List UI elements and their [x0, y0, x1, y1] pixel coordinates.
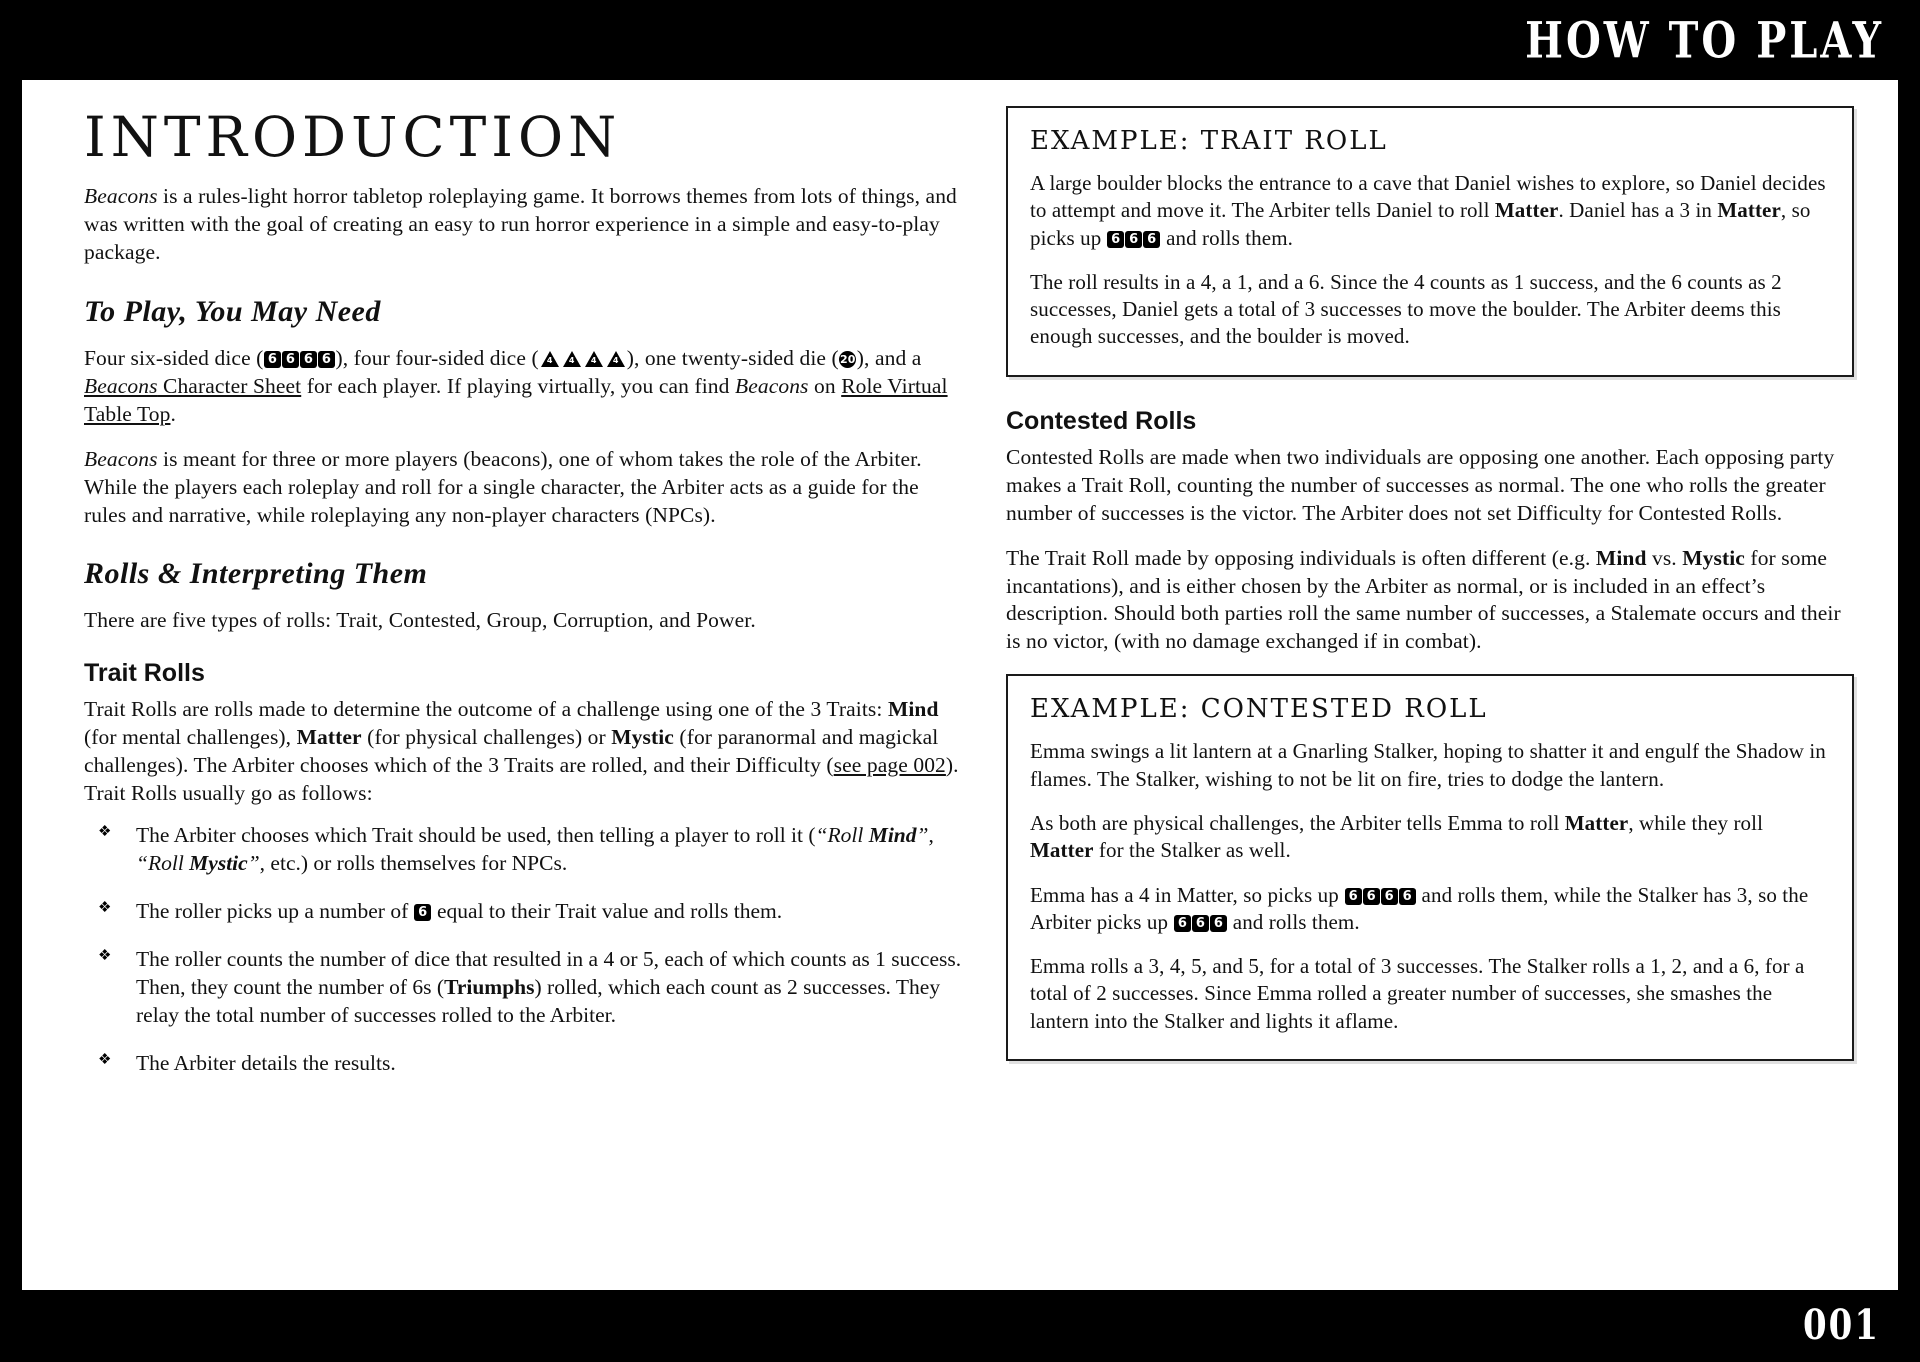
- d6-icon: 6: [300, 351, 317, 368]
- ex2-text-b: , while they roll: [1628, 810, 1764, 835]
- d6-icon: 6: [1399, 888, 1416, 905]
- example-trait-paragraph-1: [1030, 170, 1830, 252]
- example-contested-roll-box: [1006, 674, 1854, 1061]
- header-title: HOW TO PLAY: [1525, 10, 1884, 70]
- bullet2-b: equal to their Trait value and rolls them.: [431, 899, 783, 923]
- see-page-link[interactable]: see page 002: [833, 753, 946, 778]
- d6-icon: 6: [1210, 915, 1227, 932]
- contested-text-c: for some incantations), and is either chosen by the Arbiter as normal, or is included in an effect’s description. Should both parties roll the same number of successes, a Stalemate occurs and their is no victor, (with no damage exchanged if in combat).: [1006, 545, 1841, 654]
- page-number: 001: [1803, 1302, 1880, 1350]
- beacons-sheet-link[interactable]: Character Sheet: [157, 373, 302, 398]
- heading-trait-rolls: Trait Rolls: [84, 659, 205, 688]
- trait-text-d: (for paranormal and magickal challenges). The Arbiter chooses which of the 3 Traits are rolled, and their Difficulty (: [84, 725, 939, 778]
- example-contested-paragraph-4: Emma rolls a 3, 4, 5, and 5, for a total of 3 successes. The Stalker rolls a 1, 2, and a 6, for a total of 2 successes. Since Emma rolled a greater number of successes, she smashes the lantern into the Stalker and lights it aflame.: [1030, 954, 1805, 1033]
- trait-mystic-bold: Mystic: [611, 725, 674, 750]
- bullet1-q2-bold: Mystic: [189, 851, 248, 876]
- to-play-text-k: .: [170, 401, 176, 426]
- to-play-text-d: ), and a: [856, 345, 922, 370]
- intro-lead: Beacons: [84, 184, 158, 208]
- trait-text-a: Trait Rolls are rolls made to determine the outcome of a challenge using one of the 3 Traits:: [84, 697, 888, 722]
- d4-icon: [585, 351, 603, 367]
- page-footer: [0, 1290, 1920, 1362]
- bullet1-q1-close: ”: [916, 823, 929, 848]
- d4-icon: [541, 351, 559, 367]
- d6-icon: 6: [1125, 231, 1142, 248]
- contested-mind-bold: Mind: [1595, 545, 1647, 570]
- trait-text-c: (for physical challenges) or: [361, 725, 612, 750]
- right-column: [1006, 106, 1854, 1280]
- d6-icon: 6: [318, 351, 335, 368]
- example-contested-roll-title: EXAMPLE: CONTESTED ROLL: [1030, 694, 1488, 725]
- heading-to-play: To Play, You May Need: [84, 294, 381, 328]
- d6-icon: 6: [1107, 231, 1124, 248]
- ex2-matter-2: Matter: [1030, 838, 1094, 863]
- contested-mystic-bold: Mystic: [1682, 545, 1745, 570]
- example-trait-paragraph-2: The roll results in a 4, a 1, and a 6. Since the 4 counts as 1 success, and the 6 counts as 2 successes, Daniel gets a total of 3 successes to move the boulder. The Arbiter deems this enough successes, and the boulder is moved.: [1030, 269, 1782, 349]
- ex2-p3-a: Emma has a 4 in Matter, so picks up: [1030, 882, 1345, 907]
- beacons-sheet-link-italic[interactable]: Beacons: [84, 373, 158, 398]
- example-contested-paragraph-3: [1030, 882, 1830, 937]
- d6-icon: 6: [1381, 888, 1398, 905]
- d6-icon: 6: [1143, 231, 1160, 248]
- contested-paragraph-2: [1006, 545, 1854, 657]
- bullet2-a: The roller picks up a number of: [136, 899, 414, 923]
- page-content: [22, 80, 1898, 1290]
- bullet3-a: The roller counts the number of dice that resulted in a 4 or 5, each of which counts as 1 success. Then, they count the number of 6s (: [136, 946, 962, 999]
- role-vtt-link[interactable]: Role Virtual Table Top: [84, 373, 948, 426]
- list-item: [84, 898, 964, 926]
- bullet1-q1-bold: Mind: [868, 823, 917, 848]
- ex1-matter-2: Matter: [1717, 198, 1781, 223]
- d6-icon: 6: [282, 351, 299, 368]
- d6-icon: 6: [1345, 888, 1362, 905]
- to-play-text-a: Four six-sided dice (: [84, 345, 264, 370]
- d4-icon: [563, 351, 581, 367]
- ex1-text-d: and rolls them.: [1160, 225, 1293, 250]
- page-header: [0, 0, 1920, 80]
- d20-icon: 20: [840, 352, 856, 366]
- bullet1-q1-open: “Roll: [815, 823, 869, 848]
- d6-icon: 6: [414, 904, 431, 921]
- intro-rest: is a rules-light horror tabletop roleplaying game. It borrows themes from lots of things, and was written with the goal of creating an easy to run horror experience in a simple and easy-to-play package.: [84, 184, 957, 264]
- d6-icon: 6: [1174, 915, 1191, 932]
- bullet1-q2-open: “Roll: [136, 851, 190, 876]
- trait-rolls-paragraph: [84, 696, 964, 808]
- contested-text-a: The Trait Roll made by opposing individuals is often different (e.g.: [1006, 545, 1596, 570]
- ex1-text-b: . Daniel has a 3 in: [1558, 198, 1718, 223]
- to-play-text-b: ), four four-sided dice (: [335, 345, 539, 370]
- bullet1-a: The Arbiter chooses which Trait should be used, then telling a player to roll it (: [136, 823, 816, 848]
- heading-contested-rolls: Contested Rolls: [1006, 406, 1197, 435]
- trait-mind-bold: Mind: [887, 697, 939, 722]
- to-play-paragraph: [84, 345, 964, 429]
- trait-text-e: ). Trait Rolls usually go as follows:: [84, 753, 959, 806]
- d4-icon: [607, 351, 625, 367]
- example-trait-roll-title: EXAMPLE: TRAIT ROLL: [1030, 126, 1388, 156]
- bullet1-c: , etc.) or rolls themselves for NPCs.: [259, 851, 568, 876]
- to-play-beacons-italic: Beacons: [734, 373, 809, 398]
- ex1-text-c: , so picks up: [1030, 198, 1811, 250]
- ex2-text-c: for the Stalker as well.: [1093, 838, 1291, 863]
- page-title: INTRODUCTION: [84, 105, 622, 169]
- ex2-text-a: As both are physical challenges, the Arbiter tells Emma to roll: [1030, 810, 1565, 835]
- list-item: [84, 822, 964, 878]
- bullet3-b: ) rolled, which each count as 2 successes. They relay the total number of successes rolled to the Arbiter.: [136, 974, 941, 1027]
- to-play-text-i: on: [808, 373, 842, 398]
- ex2-p3-b: and rolls them, while the Stalker has 3, so the Arbiter picks up: [1030, 882, 1809, 934]
- contested-rolls-section: [1006, 407, 1854, 657]
- to-play-text-g: for each player. If playing virtually, you can find: [301, 373, 735, 398]
- trait-text-b: (for mental challenges),: [84, 725, 297, 750]
- trait-matter-bold: Matter: [296, 725, 362, 750]
- ex2-p3-c: and rolls them.: [1227, 909, 1360, 934]
- ex1-matter-1: Matter: [1494, 198, 1559, 223]
- contested-paragraph-1: Contested Rolls are made when two individuals are opposing one another. Each opposing party makes a Trait Roll, counting the number of successes as normal. The one who rolls the greater number of successes is the victor. The Arbiter does not set Difficulty for Contested Rolls.: [1006, 444, 1835, 525]
- left-column: [84, 106, 964, 1280]
- example-contested-paragraph-2: [1030, 810, 1830, 865]
- trait-rolls-bullet-list: [84, 822, 964, 1078]
- d6-icon: 6: [1363, 888, 1380, 905]
- d6-icon: 6: [1192, 915, 1209, 932]
- players-paragraph: [84, 446, 964, 530]
- to-play-text-c: ), one twenty-sided die (: [626, 345, 839, 370]
- ex1-text-a: A large boulder blocks the entrance to a cave that Daniel wishes to explore, so Daniel decides to attempt and move it. The Arbiter tells Daniel to roll: [1030, 171, 1826, 223]
- d6-icon: 6: [264, 351, 281, 368]
- heading-rolls: Rolls & Interpreting Them: [84, 557, 428, 591]
- ex2-matter-1: Matter: [1564, 810, 1629, 835]
- bullet3-bold: Triumphs: [444, 974, 535, 999]
- intro-paragraph: [84, 183, 964, 267]
- players-lead: Beacons: [84, 446, 158, 471]
- contested-text-b: vs.: [1646, 545, 1683, 570]
- rolls-intro-paragraph: There are five types of rolls: Trait, Contested, Group, Corruption, and Power.: [84, 608, 756, 633]
- example-contested-paragraph-1: Emma swings a lit lantern at a Gnarling Stalker, hoping to shatter it and engulf the Shadow in flames. The Stalker, wishing to not be lit on fire, tries to dodge the lantern.: [1030, 739, 1826, 791]
- list-item: [84, 946, 964, 1030]
- players-rest: is meant for three or more players (beacons), one of whom takes the role of the Arbiter. While the players each roleplay and roll for a single character, the Arbiter acts as a guide for the rules and narrative, while roleplaying any non-player characters (NPCs).: [84, 446, 922, 527]
- list-item: [84, 1050, 964, 1078]
- example-trait-roll-box: [1006, 106, 1854, 377]
- bullet1-q2-close: ”: [247, 851, 260, 876]
- bullet1-b: ,: [928, 823, 934, 848]
- bullet4-a: The Arbiter details the results.: [136, 1050, 396, 1075]
